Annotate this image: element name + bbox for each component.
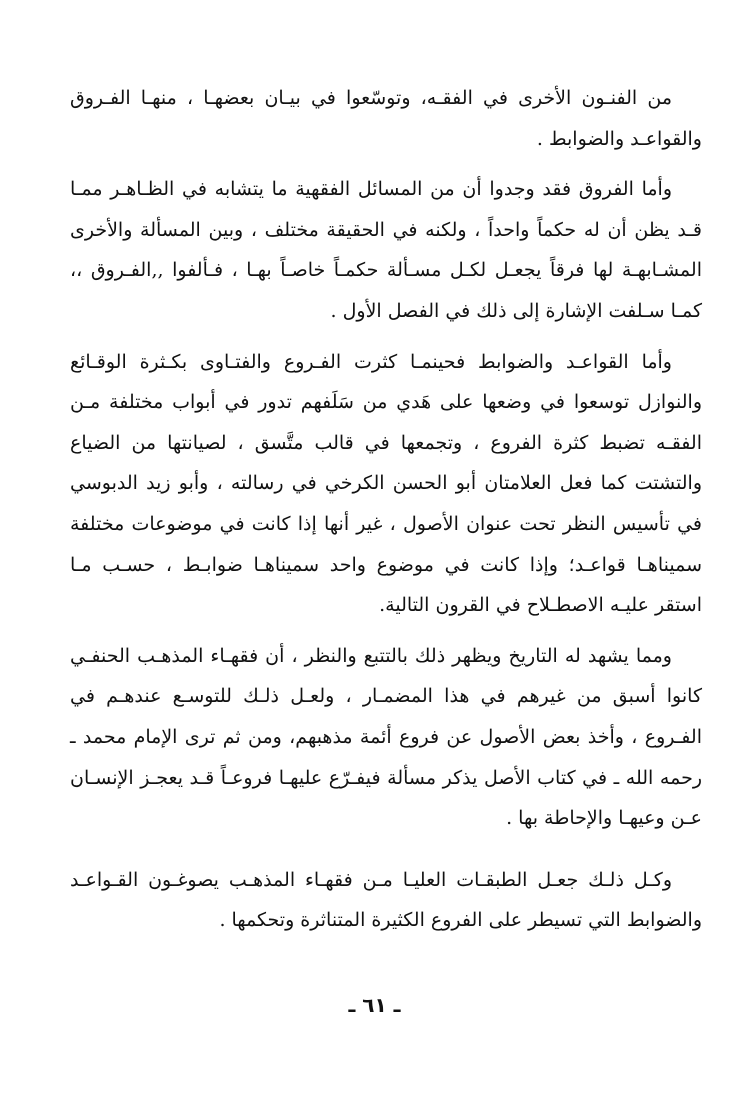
paragraph-5: وكـل ذلـك جعـل الطبقـات العليـا مـن فقهـاء المذهـب يصوغـون القـواعـد والضوابط التي تسيطر على الفروع الكثيرة المتناثرة وتحكمها . [70, 868, 702, 932]
paragraph-1: من الفنـون الأخرى في الفقـه، وتوسّعوا في بيـان بعضهـا ، منهـا الفـروق والقواعـد والضوابط . [70, 87, 702, 150]
page-number: ـ ٦١ ـ [348, 993, 401, 1017]
paragraph-4: ومما يشهد له التاريخ ويظهر ذلك بالتتبع والنظر ، أن فقهـاء المذهـب الحنفـي كانوا أسبق من غيرهم في هذا المضمـار ، ولعـل ذلـك للتوسـع عندهـم في الفـروع ، وأخذ بعض الأصول عن فروع أئمة مذهبهم، ومن ثم ترى الإمام محمد ـ رحمه الله ـ في كتاب الأصل يذكر مسألة فيفـرّع عليهـا فروعـاً قـد يعجـز الإنسـان عـن وعيهـا والإحاطة بها . [70, 644, 702, 830]
paragraph-2: وأما الفروق فقد وجدوا أن من المسائل الفقهية ما يتشابه في الظـاهـر ممـا قـد يظن أن له حكماً واحداً ، ولكنه في الحقيقة مختلف ، وبين المسألة والأخرى المشـابهـة لها فرقاً يجعـل لكـل مسـألة حكمـاً خاصـاً بهـا ، فـألفوا ,,الفـروق ،، كمـا سـلفت الإشارة إلى ذلك في الفصل الأول . [70, 178, 702, 322]
body-text [70, 78, 702, 941]
paragraph-3: وأما القواعـد والضوابط فحينمـا كثرت الفـروع والفتـاوى بكـثرة الوقـائع والنوازل توسعوا في وضعها على هَدي من سَلَفهم تدور في أبواب مختلفة مـن الفقـه تضبط كثرة الفروع ، وتجمعها في قالب متَّسق ، لصيانتها من الضياع والتشتت كما فعل العلامتان أبو الحسن الكرخي في رسالته ، وأبو زيد الدبوسي في تأسيس النظر تحت عنوان الأصول ، غير أنها إذا كانت في موضوعات مختلفة سميناهـا قواعـد؛ وإذا كانت في موضوع واحد سميناهـا ضوابـط ، حسـب مـا استقر عليـه الاصطـلاح في القرون التالية. [70, 350, 702, 617]
